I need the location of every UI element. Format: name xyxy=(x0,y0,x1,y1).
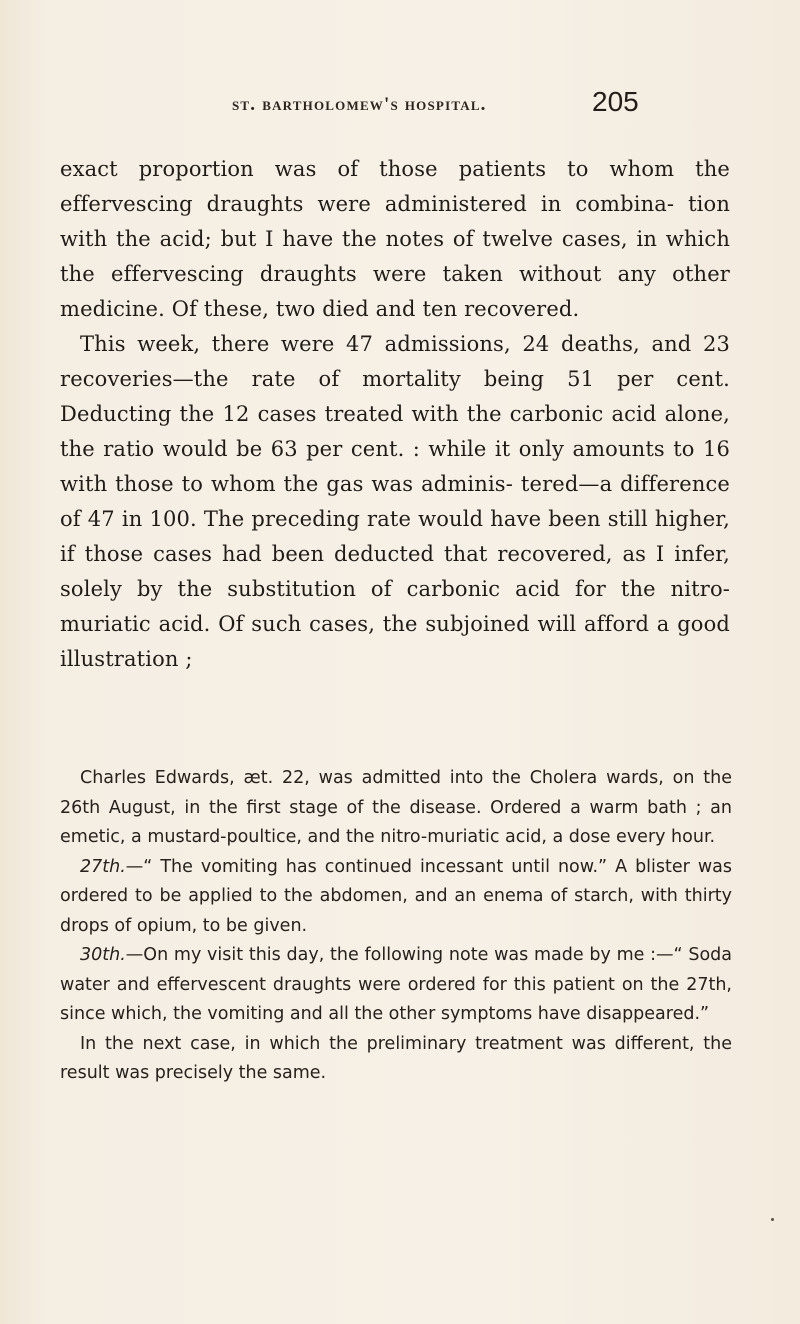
case-entry-date: 27th. xyxy=(80,856,126,877)
case-report xyxy=(60,764,732,1089)
case-entry: In the next case, in which the preliminary treatment was different, the result was precisely the same. xyxy=(60,1033,732,1083)
paper-speck xyxy=(771,1218,774,1221)
running-head: st. bartholomew's hospital. xyxy=(232,94,487,115)
case-entry xyxy=(60,941,732,1030)
case-entry xyxy=(60,853,732,942)
paragraph: exact proportion was of those patients to whom the effervescing draughts were administered in combina- tion with the acid; but I have the notes of twelve cases, in which the effervescing draughts were taken without any other medicine. Of these, two died and ten recovered. xyxy=(60,157,730,321)
case-entry-text: —On my visit this day, the following note was made by me :—“ Soda water and effervescent draughts were ordered for this patient on the 27th, since which, the vomiting and all the other symptoms have disappeared.” xyxy=(60,945,732,1024)
page-header xyxy=(232,86,732,126)
paragraph: This week, there were 47 admissions, 24 deaths, and 23 recoveries—the rate of mortality being 51 per cent. Deducting the 12 cases treated with the carbonic acid alone, the ratio would be 63 per cent. : while it only amounts to 16 with those to whom the gas was adminis- tered—a difference of 47 in 100. The preceding rate would have been still higher, if those cases had been deducted that recovered, as I infer, solely by the substitution of carbonic acid for the nitro-muriatic acid. Of such cases, the subjoined will afford a good illustration ; xyxy=(60,332,730,671)
case-entry-date: 30th. xyxy=(80,945,126,965)
page-number: 205 xyxy=(592,86,639,117)
body-text xyxy=(60,152,730,677)
case-entry-text: —“ The vomiting has continued incessant until now.” A blister was ordered to be applied to the abdomen, and an enema of starch, with thirty drops of opium, to be given. xyxy=(60,856,732,936)
case-entry: Charles Edwards, æt. 22, was admitted into the Cholera wards, on the 26th August, in the first stage of the disease. Ordered a warm bath ; an emetic, a mustard-poultice, and the nitro-muriatic acid, a dose every hour. xyxy=(60,768,732,847)
